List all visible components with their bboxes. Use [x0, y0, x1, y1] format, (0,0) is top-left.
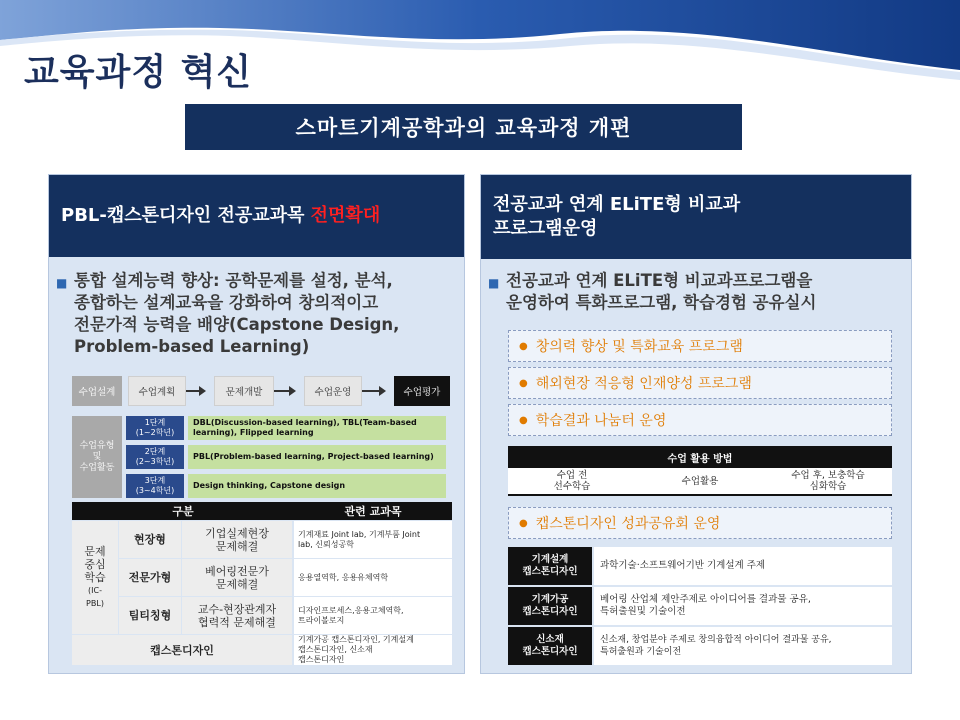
table-row-related: 기계재료 Joint lab, 기계부품 Joint lab, 신뢰성공학	[294, 521, 452, 558]
table-head-related: 관련 교과목	[294, 502, 452, 520]
stage-2-desc: PBL(Problem-based learning, Project-based learning)	[188, 445, 446, 469]
table-group-label: 문제 중심 학습 (IC- PBL)	[72, 521, 118, 634]
table-row-type: 팀티칭형	[119, 597, 181, 634]
table-row-type: 현장형	[119, 521, 181, 558]
methods-header: 수업 활용 방법	[508, 446, 892, 468]
table-row-detail: 기업실제현장 문제해결	[182, 521, 292, 558]
stage-3-desc: Design thinking, Capstone design	[188, 474, 446, 498]
bullet-dot-icon: ●	[519, 517, 528, 529]
stage-side-label: 수업유형 및 수업활동	[72, 416, 122, 498]
right-bullet-text: 전공교과 연계 ELiTE형 비교과프로그램을 운영하여 특화프로그램, 학습경험 공유실시	[506, 271, 817, 312]
course-desc: 신소재, 창업분야 주제로 창의융합적 아이디어 결과물 공유, 특허출원과 기술이전	[594, 627, 892, 665]
flow-step-develop: 문제개발	[214, 376, 274, 406]
left-panel-header	[49, 175, 464, 257]
methods-during: 수업활용	[681, 475, 719, 487]
left-header-highlight: 전면확대	[310, 205, 381, 226]
stage-1-label: 1단계 (1~2학년)	[126, 416, 184, 440]
bullet-icon: ■	[488, 276, 500, 290]
course-name: 기계설계 캡스톤디자인	[508, 547, 592, 585]
section-banner: 스마트기계공학과의 교육과정 개편	[185, 104, 742, 150]
page-title: 교육과정 혁신	[24, 52, 253, 93]
methods-after: 수업 후, 보충학습 심화학습	[791, 470, 865, 492]
flow-step-operate: 수업운영	[304, 376, 362, 406]
left-header-text: PBL-캡스톤디자인 전공교과목	[61, 205, 311, 226]
methods-row	[508, 468, 892, 496]
table-capstone-label: 캡스톤디자인	[72, 635, 292, 665]
table-row-detail: 베어링전문가 문제해결	[182, 559, 292, 596]
right-panel-header: 전공교과 연계 ELiTE형 비교과 프로그램운영	[481, 175, 911, 259]
flow-arrow-icon	[186, 390, 204, 392]
table-row-detail: 교수-현장관계자 협력적 문제해결	[182, 597, 292, 634]
stage-1-desc: DBL(Discussion-based learning), TBL(Team-based learning), Flipped learning	[188, 416, 446, 440]
table-capstone-related: 기계가공 캡스톤디자인, 기계설계 캡스톤디자인, 신소재 캡스톤디자인	[294, 635, 452, 665]
methods-before: 수업 전 선수학습	[553, 470, 591, 492]
table-row-related: 응용열역학, 응용유체역학	[294, 559, 452, 596]
program-item: ● 창의력 향상 및 특화교육 프로그램	[508, 330, 892, 362]
bullet-dot-icon: ●	[519, 377, 528, 389]
table-row-type: 전문가형	[119, 559, 181, 596]
course-desc: 베어링 산업체 제안주제로 아이디어를 결과물 공유, 특허출원및 기술이전	[594, 587, 892, 625]
stage-3-label: 3단계 (3~4학년)	[126, 474, 184, 498]
bullet-icon: ■	[56, 276, 68, 290]
bullet-dot-icon: ●	[519, 414, 528, 426]
table-row-related: 디자인프로세스,응용고체역학, 트라이볼로지	[294, 597, 452, 634]
flow-arrow-icon	[362, 390, 384, 392]
flow-step-evaluate: 수업평가	[394, 376, 450, 406]
flow-step-plan: 수업계획	[128, 376, 186, 406]
left-bullet-text: 통합 설계능력 향상: 공학문제를 설정, 분석, 종합하는 설계교육을 강화하여 창의적이고 전문가적 능력을 배양(Capstone Design, Problem-based Learning)	[74, 271, 400, 356]
flow-arrow-icon	[274, 390, 294, 392]
program-item: ● 학습결과 나눔터 운영	[508, 404, 892, 436]
stage-2-label: 2단계 (2~3학년)	[126, 445, 184, 469]
course-desc: 과학기술·소프트웨어기반 기계설계 주제	[594, 547, 892, 585]
table-head-category: 구분	[72, 502, 294, 520]
course-name: 기계가공 캡스톤디자인	[508, 587, 592, 625]
bullet-dot-icon: ●	[519, 340, 528, 352]
course-name: 신소재 캡스톤디자인	[508, 627, 592, 665]
program-item: ● 해외현장 적응형 인재양성 프로그램	[508, 367, 892, 399]
program-item: ● 캡스톤디자인 성과공유회 운영	[508, 507, 892, 539]
flow-step-design: 수업설계	[72, 376, 122, 406]
